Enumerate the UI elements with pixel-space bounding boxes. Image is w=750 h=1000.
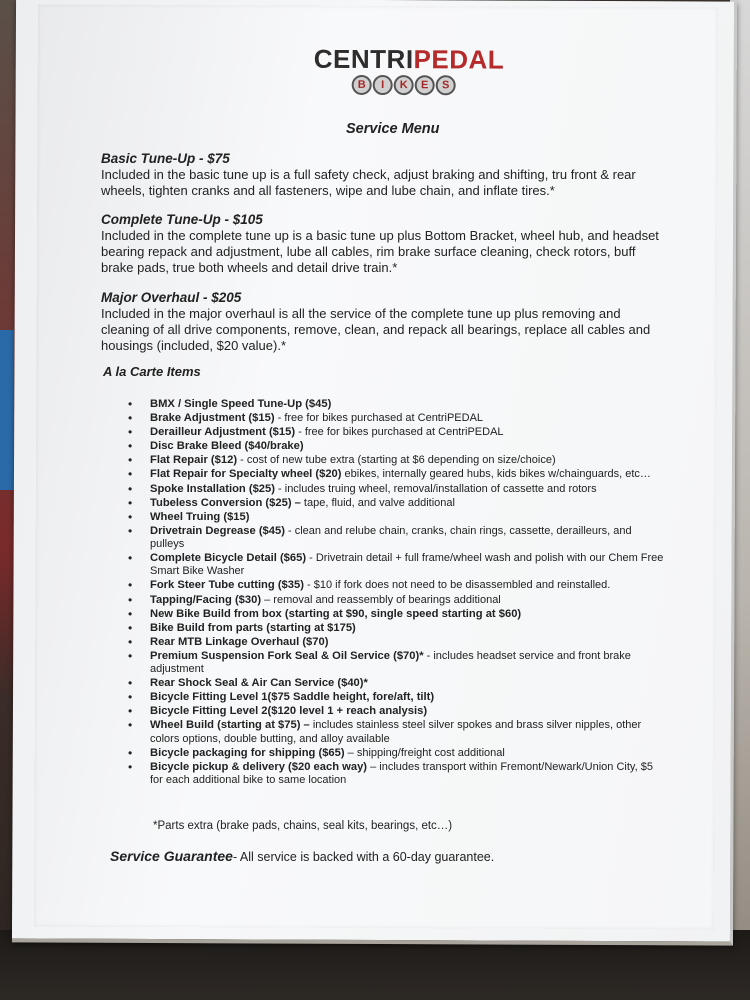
item-name: Complete Bicycle Detail ($65) xyxy=(150,552,307,565)
item-name: BMX / Single Speed Tune-Up ($45) xyxy=(150,398,332,410)
list-item xyxy=(128,719,668,745)
item-detail: – removal and reassembly of bearings additional xyxy=(261,593,501,606)
list-item xyxy=(128,691,668,704)
item-name: Fork Steer Tube cutting ($35) xyxy=(150,579,304,592)
logo-bikes-letter: I xyxy=(373,75,393,95)
item-name: Disc Brake Bleed ($40/brake) xyxy=(150,440,304,453)
centripedal-logo xyxy=(313,43,505,96)
item-name: Tubeless Conversion ($25) – xyxy=(150,496,301,509)
item-detail: - free for bikes purchased at CentriPEDAL xyxy=(274,412,484,425)
list-item xyxy=(128,622,668,635)
service-description: Included in the major overhaul is all the service of the complete tune up plus removing and cleaning of all drive components, remove, clean, and repack all bearings, replace all cables and housings (included, $20 value).* xyxy=(101,306,651,353)
logo-wordmark xyxy=(313,43,505,75)
list-item xyxy=(128,497,668,510)
item-name: Spoke Installation ($25) xyxy=(150,482,275,495)
logo-word-pedal: PEDAL xyxy=(413,44,505,75)
logo-bikes-letter: S xyxy=(436,75,456,95)
item-name: Bicycle packaging for shipping ($65) xyxy=(150,746,345,759)
service-description: Included in the complete tune up is a basic tune up plus Bottom Bracket, wheel hub, and headset bearing repack and adjustment, lube all cables, rim brake surface cleaning, check rotors, buff brake pads, true both wheels and detail drive train.* xyxy=(101,228,659,275)
service-title: Major Overhaul - $205 xyxy=(101,290,242,305)
item-name: Bicycle pickup & delivery ($20 each way) xyxy=(150,760,368,773)
list-item xyxy=(128,440,668,453)
item-name: Wheel Build (starting at $75) – xyxy=(150,719,310,732)
guarantee-title: Service Guarantee xyxy=(110,848,233,864)
service-title: Basic Tune-Up - $75 xyxy=(101,151,230,166)
list-item xyxy=(128,454,668,467)
item-detail: – shipping/freight cost additional xyxy=(344,746,505,759)
logo-bikes-circles xyxy=(314,75,494,96)
list-item xyxy=(128,677,668,690)
item-detail: includes stainless steel silver spokes and brass silver nipples, other colors options, double butting, and alloy available xyxy=(150,719,642,745)
list-item xyxy=(128,426,668,439)
service-major-overhaul xyxy=(101,289,671,354)
parts-extra-note: *Parts extra (brake pads, chains, seal kits, bearings, etc…) xyxy=(153,820,453,832)
item-name: Rear Shock Seal & Air Can Service ($40)* xyxy=(150,677,368,690)
item-detail: - free for bikes purchased at CentriPEDAL xyxy=(295,426,504,439)
list-item xyxy=(128,705,668,718)
item-detail: - includes truing wheel, removal/installation of cassette and rotors xyxy=(274,482,597,495)
list-item xyxy=(128,594,668,607)
guarantee-text: - All service is backed with a 60-day guarantee. xyxy=(232,850,495,864)
list-item xyxy=(128,608,668,621)
item-name: Brake Adjustment ($15) xyxy=(150,412,275,425)
item-name: Rear MTB Linkage Overhaul ($70) xyxy=(150,635,329,648)
item-name: Flat Repair for Specialty wheel ($20) xyxy=(150,468,342,481)
list-item xyxy=(128,650,668,676)
logo-word-centri: CENTRI xyxy=(313,43,414,75)
background-blue-panel xyxy=(0,330,14,490)
list-item xyxy=(128,525,668,551)
service-title: Complete Tune-Up - $105 xyxy=(101,212,263,227)
item-name: Bicycle Fitting Level 2($120 level 1 + reach analysis) xyxy=(150,705,428,718)
list-item xyxy=(128,468,668,481)
item-detail: - includes headset service and front brake adjustment xyxy=(150,649,631,676)
item-detail: ebikes, internally geared hubs, kids bikes w/chainguards, etc… xyxy=(341,468,651,481)
item-name: Bike Build from parts (starting at $175) xyxy=(150,621,356,634)
a-la-carte-heading: A la Carte Items xyxy=(103,364,201,379)
list-item xyxy=(128,511,668,524)
item-name: Wheel Truing ($15) xyxy=(150,510,250,523)
list-item xyxy=(128,579,668,592)
item-detail: - cost of new tube extra (starting at $6 depending on size/choice) xyxy=(237,454,556,467)
logo-bikes-letter: B xyxy=(352,75,372,95)
a-la-carte-list xyxy=(128,398,668,788)
item-detail: - Drivetrain detail + full frame/wheel wash and polish with our Chem Free Smart Bike Washer xyxy=(150,552,664,578)
item-name: Tapping/Facing ($30) xyxy=(150,593,262,606)
item-detail: – includes transport within Fremont/Newark/Union City, $5 for each additional bike to same location xyxy=(150,760,653,787)
list-item xyxy=(128,412,668,425)
logo-bikes-letter: E xyxy=(415,75,435,95)
list-item xyxy=(128,747,668,760)
list-item xyxy=(128,398,668,411)
item-name: Flat Repair ($12) xyxy=(150,454,238,467)
item-name: Bicycle Fitting Level 1($75 Saddle height, fore/aft, tilt) xyxy=(150,691,435,704)
service-basic-tune-up xyxy=(101,150,671,199)
list-item xyxy=(128,636,668,649)
service-guarantee xyxy=(110,848,494,864)
item-detail: - clean and relube chain, cranks, chain rings, cassette, derailleurs, and pulleys xyxy=(150,524,632,551)
page-title: Service Menu xyxy=(346,121,440,137)
list-item xyxy=(128,761,668,787)
list-item xyxy=(128,483,668,496)
logo-bikes-letter: K xyxy=(394,75,414,95)
item-name: Premium Suspension Fork Seal & Oil Service ($70)* xyxy=(150,649,424,662)
item-name: New Bike Build from box (starting at $90, single speed starting at $60) xyxy=(150,607,522,620)
service-complete-tune-up xyxy=(101,211,671,276)
item-name: Drivetrain Degrease ($45) xyxy=(150,524,285,537)
item-name: Derailleur Adjustment ($15) xyxy=(150,426,296,439)
item-detail: - $10 if fork does not need to be disassembled and reinstalled. xyxy=(303,579,611,592)
item-detail: tape, fluid, and valve additional xyxy=(300,496,455,509)
service-description: Included in the basic tune up is a full safety check, adjust braking and shifting, tru front & rear wheels, tighten cranks and all fasteners, wipe and lube chain, and inflate tires.* xyxy=(101,167,636,198)
list-item xyxy=(128,552,668,578)
